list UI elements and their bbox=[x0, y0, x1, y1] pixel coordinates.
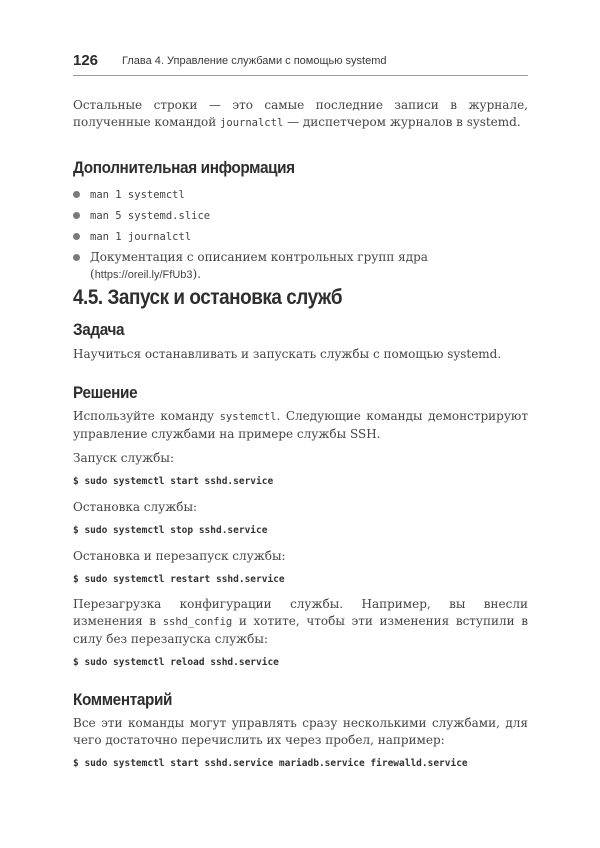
inline-code: sshd_config bbox=[162, 616, 233, 628]
bullet-icon bbox=[73, 212, 80, 219]
start-command: $ sudo systemctl start sshd.service bbox=[73, 476, 274, 487]
inline-code: journalctl bbox=[220, 117, 284, 129]
task-paragraph: Научиться останавливать и запускать службы с помощью systemd. bbox=[73, 347, 502, 361]
list-item: Документация с описанием контрольных групп ядра (https://oreil.ly/FfUb3). bbox=[73, 249, 528, 270]
start-label: Запуск службы: bbox=[73, 451, 174, 465]
more-info-list bbox=[73, 186, 528, 281]
solution-heading: Решение bbox=[73, 383, 138, 402]
bullet-icon bbox=[73, 191, 80, 198]
header-rule bbox=[73, 75, 528, 76]
intro-paragraph: Остальные строки — это самые последние записи в журнале, полученные командой journalctl — диспетчером журналов в systemd. bbox=[73, 98, 528, 129]
list-item: man 1 systemctl bbox=[73, 186, 528, 207]
doc-link[interactable]: https://oreil.ly/FfUb3 bbox=[94, 269, 193, 281]
list-item: man 5 systemd.slice bbox=[73, 207, 528, 228]
more-info-heading: Дополнительная информация bbox=[73, 158, 295, 177]
section-title: 4.5. Запуск и остановка служб bbox=[73, 286, 343, 309]
bullet-icon bbox=[73, 233, 80, 240]
inline-code: systemctl bbox=[219, 411, 277, 423]
chapter-title: Глава 4. Управление службами с помощью systemd bbox=[122, 55, 387, 67]
task-heading: Задача bbox=[73, 320, 125, 339]
list-item: man 1 journalctl bbox=[73, 228, 528, 249]
page-number: 126 bbox=[73, 52, 99, 69]
reload-command: $ sudo systemctl reload sshd.service bbox=[73, 657, 279, 668]
comment-paragraph: Все эти команды могут управлять сразу несколькими службами, для чего достаточно перечислить их через пробел, например: bbox=[73, 716, 528, 747]
restart-label: Остановка и перезапуск службы: bbox=[73, 549, 286, 563]
bullet-icon bbox=[73, 254, 80, 261]
comment-heading: Комментарий bbox=[73, 690, 173, 709]
solution-paragraph: Используйте команду systemctl. Следующие команды демонстрируют управление службами на примере службы SSH. bbox=[73, 409, 528, 441]
stop-command: $ sudo systemctl stop sshd.service bbox=[73, 525, 268, 536]
page-body bbox=[73, 97, 528, 771]
reload-paragraph: Перезагрузка конфигурации службы. Например, вы внесли изменения в sshd_config и хотите, чтобы эти изменения вступили в силу без перезапуска службы: bbox=[73, 597, 529, 646]
stop-label: Остановка службы: bbox=[73, 500, 198, 514]
comment-command: $ sudo systemctl start sshd.service mariadb.service firewalld.service bbox=[73, 758, 468, 769]
restart-command: $ sudo systemctl restart sshd.service bbox=[73, 574, 285, 585]
running-header bbox=[73, 52, 528, 76]
